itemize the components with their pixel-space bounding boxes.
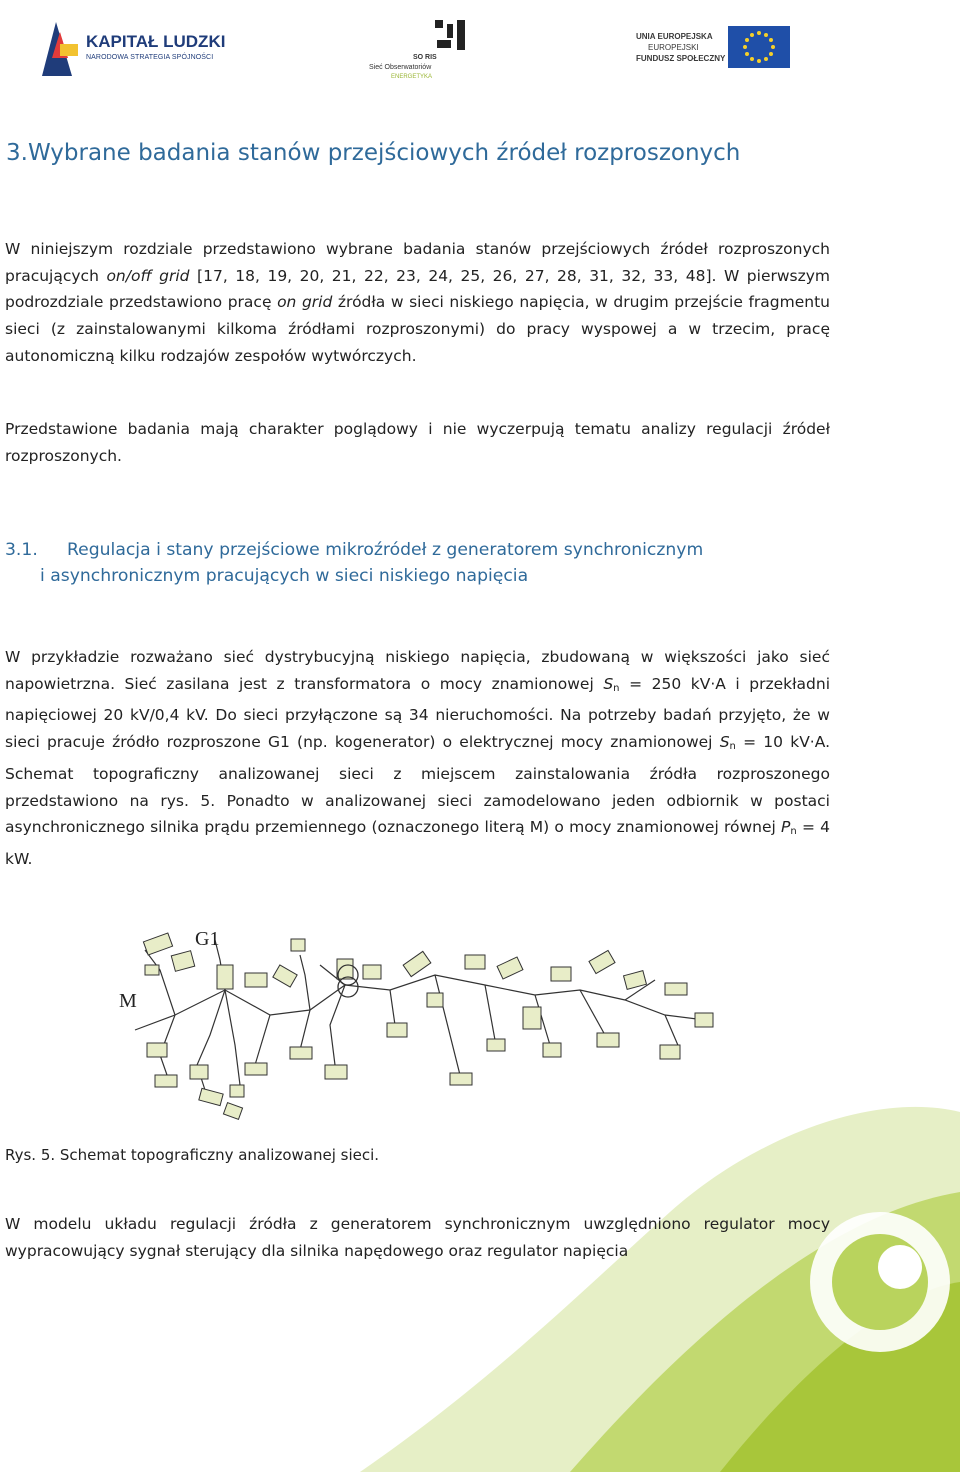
so-ris-line2: Sieć Obserwatoriów (369, 64, 432, 71)
unia-line2: EUROPEJSKI (648, 43, 699, 52)
header-logos (0, 0, 960, 100)
so-ris-line3: ENERGETYKA (391, 74, 433, 80)
symbol-s: S (603, 674, 614, 693)
section-title-line2: i asynchronicznym pracujących w sieci niskiego napięcia (40, 566, 529, 586)
section-title-line1: Regulacja i stany przejściowe mikroźródeł z generatorem synchronicznym (67, 540, 704, 560)
figure-caption: Rys. 5. Schemat topograficzny analizowanej sieci. (5, 1146, 380, 1164)
kapital-ludzki-title: KAPITAŁ LUDZKI (86, 32, 226, 51)
paragraph-intro-text-c: [17, 18, 19, 20, 21, 22, 23, 24, 25, 26, 27, 28, 31, 32, 33, 48]. W pierwszym podrozdziale przedstawiono pracę (5, 266, 831, 312)
unia-line1: UNIA EUROPEJSKA (636, 32, 713, 41)
paragraph-example (5, 644, 830, 873)
symbol-s: S (719, 733, 730, 752)
paragraph-intro-ongrid: on grid (277, 293, 333, 312)
network-schematic (105, 915, 745, 1130)
so-ris-emblem-icon (431, 18, 471, 56)
section-number: 3.1. (5, 540, 38, 560)
paragraph-note: Przedstawione badania mają charakter poglądowy i nie wyczerpują tematu analizy regulacji źródeł rozproszonych. (5, 420, 830, 465)
paragraph-example-text-c: = 10 kV·A. Schemat topograficzny analizowanej sieci z miejscem zainstalowania źródła rozproszonego przedstawiono na rys. 5. Ponadto w analizowanej sieci zamodelowano jeden odbiornik w postaci asynchronicznego silnika prądu przemiennego (oznaczonego literą M) o mocy znamionowej równej (5, 733, 830, 837)
paragraph-example-text-b: = 250 kV·A i przekładni napięciowej 20 kV/0,4 kV. Do sieci przyłączone są 34 nieruchomości. Na potrzeby badań przyjęto, że w sieci pracuje źródło rozproszone G1 (np. kogenerator) o elektrycznej mocy znamionowej (5, 674, 831, 752)
subscript-n: n (613, 682, 620, 694)
paragraph-intro-text-e: źródła w sieci niskiego napięcia, w drugim przejście fragmentu sieci (z zainstalowanymi kilkoma źródłami rozproszonymi) do pracy wyspowej a w trzecim, pracę autonomiczną kilku rodzajów zespołów wytwórczych. (5, 293, 831, 365)
building-plots (143, 933, 713, 1119)
kapital-ludzki-logo (38, 18, 268, 80)
symbol-p: P (781, 818, 791, 837)
label-m: M (119, 990, 137, 1012)
subscript-n: n (790, 826, 797, 838)
paragraph-intro-text-a: W niniejszym rozdziale przedstawiono wybrane badania stanów przejściowych źródeł rozproszonych pracujących (5, 240, 830, 285)
paragraph-intro (5, 236, 830, 370)
section-heading (5, 537, 840, 589)
subscript-n: n (729, 741, 736, 753)
label-g1: G1 (195, 928, 220, 950)
paragraph-intro-onoffgrid: on/off grid (106, 266, 190, 285)
unia-europejska-logo (636, 26, 796, 74)
paragraph-example-text-a: W przykładzie rozważano sieć dystrybucyjną niskiego napięcia, zbudowaną w większości jako sieć napowietrzna. Sieć zasilana jest z transformatora o mocy znamionowej (5, 648, 830, 693)
unia-line3: FUNDUSZ SPOŁECZNY (636, 54, 726, 63)
kapital-ludzki-emblem-icon (38, 18, 80, 80)
paragraph-example-text-d: = 4 kW. (5, 818, 830, 868)
kapital-ludzki-subtitle: NARODOWA STRATEGIA SPÓJNOŚCI (86, 54, 214, 61)
so-ris-line1: SO RIS (413, 54, 437, 61)
eu-flag-icon (728, 26, 790, 68)
sieci-obserwatoriow-logo (365, 14, 475, 84)
paragraph-model: W modelu układu regulacji źródła z generatorem synchronicznym uwzględniono regulator mocy wypracowujący sygnał sterujący dla silnika napędowego oraz regulator napięcia (5, 1215, 830, 1260)
chapter-title: 3.Wybrane badania stanów przejściowych źródeł rozproszonych (6, 140, 741, 166)
